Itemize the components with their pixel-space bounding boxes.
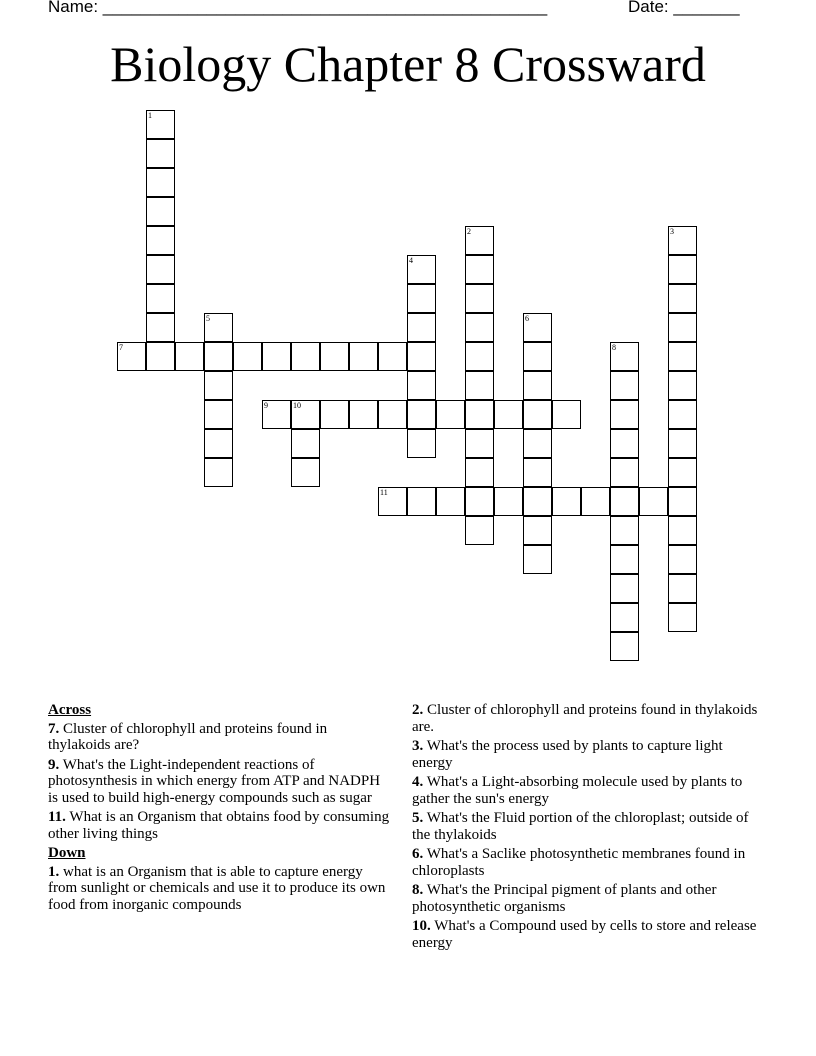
grid-cell[interactable]: [407, 429, 436, 458]
grid-cell[interactable]: [320, 400, 349, 429]
clue-number: 11: [380, 488, 388, 497]
clue-down-4: 4. What's a Light-absorbing molecule used by plants to gather the sun's energy: [412, 774, 743, 807]
grid-cell[interactable]: [291, 400, 320, 429]
grid-cell[interactable]: [494, 400, 523, 429]
grid-cell[interactable]: [175, 342, 204, 371]
grid-cell[interactable]: [668, 516, 697, 545]
grid-cell[interactable]: [233, 342, 262, 371]
grid-cell[interactable]: [349, 400, 378, 429]
grid-cell[interactable]: [465, 429, 494, 458]
grid-cell[interactable]: [552, 487, 581, 516]
grid-cell[interactable]: [639, 487, 668, 516]
grid-cell[interactable]: [668, 429, 697, 458]
grid-cell[interactable]: [204, 371, 233, 400]
grid-cell[interactable]: [146, 110, 175, 139]
grid-cell[interactable]: [668, 284, 697, 313]
grid-cell[interactable]: [465, 400, 494, 429]
grid-cell[interactable]: [146, 139, 175, 168]
grid-cell[interactable]: [668, 255, 697, 284]
date-field[interactable]: Date: _______: [628, 0, 740, 16]
grid-cell[interactable]: [610, 632, 639, 661]
puzzle-title: Biology Chapter 8 Crossward: [110, 36, 706, 92]
grid-cell[interactable]: [610, 342, 639, 371]
clue-across-7: 7. Cluster of chlorophyll and proteins found in thylakoids are?: [48, 720, 328, 753]
grid-cell[interactable]: [465, 516, 494, 545]
grid-cell[interactable]: [204, 313, 233, 342]
grid-cell[interactable]: [117, 342, 146, 371]
grid-cell[interactable]: [610, 603, 639, 632]
grid-cell[interactable]: [668, 574, 697, 603]
grid-cell[interactable]: [146, 342, 175, 371]
grid-cell[interactable]: [204, 400, 233, 429]
grid-cell[interactable]: [581, 487, 610, 516]
grid-cell[interactable]: [668, 545, 697, 574]
grid-cell[interactable]: [523, 545, 552, 574]
grid-cell[interactable]: [523, 429, 552, 458]
grid-cell[interactable]: [523, 516, 552, 545]
grid-cell[interactable]: [349, 342, 378, 371]
grid-cell[interactable]: [465, 313, 494, 342]
grid-cell[interactable]: [436, 487, 465, 516]
clue-number: 5: [206, 314, 210, 323]
grid-cell[interactable]: [378, 487, 407, 516]
grid-cell[interactable]: [668, 487, 697, 516]
clue-number: 4: [409, 256, 413, 265]
grid-cell[interactable]: [262, 342, 291, 371]
clue-number: 1: [148, 111, 152, 120]
clue-number: 10: [293, 401, 301, 410]
grid-cell[interactable]: [668, 371, 697, 400]
grid-cell[interactable]: [204, 429, 233, 458]
clue-number: 3: [670, 227, 674, 236]
grid-cell[interactable]: [378, 400, 407, 429]
clue-across-9: 9. What's the Light-independent reactions of photosynthesis in which energy from ATP and NADPH is used to build high-energy compounds such as sugar: [48, 756, 381, 806]
clue-down-8: 8. What's the Principal pigment of plants and other photosynthetic organisms: [412, 882, 717, 915]
clue-number: 8: [612, 343, 616, 352]
grid-cell[interactable]: [465, 342, 494, 371]
grid-cell[interactable]: [146, 284, 175, 313]
grid-cell[interactable]: [204, 458, 233, 487]
clue-down-10: 10. What's a Compound used by cells to store and release energy: [412, 918, 757, 951]
clue-number: 6: [525, 314, 529, 323]
clue-number: 7: [119, 343, 123, 352]
grid-cell[interactable]: [610, 516, 639, 545]
grid-cell[interactable]: [465, 458, 494, 487]
clue-number: 9: [264, 401, 268, 410]
grid-cell[interactable]: [610, 371, 639, 400]
grid-cell[interactable]: [291, 429, 320, 458]
grid-cell[interactable]: [465, 255, 494, 284]
grid-cell[interactable]: [668, 342, 697, 371]
grid-cell[interactable]: [523, 342, 552, 371]
clues-right-column: [412, 702, 762, 954]
grid-cell[interactable]: [407, 284, 436, 313]
grid-cell[interactable]: [291, 458, 320, 487]
grid-cell[interactable]: [407, 342, 436, 371]
grid-cell[interactable]: [378, 342, 407, 371]
grid-cell[interactable]: [146, 168, 175, 197]
clue-down-6: 6. What's a Saclike photosynthetic membranes found in chloroplasts: [412, 846, 746, 879]
grid-cell[interactable]: [407, 487, 436, 516]
grid-cell[interactable]: [668, 603, 697, 632]
name-field[interactable]: Name: _______________________________________________: [48, 0, 548, 16]
grid-cell[interactable]: [465, 487, 494, 516]
clue-down-2: 2. Cluster of chlorophyll and proteins found in thylakoids are.: [412, 702, 758, 735]
grid-cell[interactable]: [204, 342, 233, 371]
grid-cell[interactable]: [610, 545, 639, 574]
grid-cell[interactable]: [407, 255, 436, 284]
clue-down-1: 1. what is an Organism that is able to capture energy from sunlight or chemicals and use it to produce its own food from inorganic compounds: [48, 863, 386, 913]
grid-cell[interactable]: [552, 400, 581, 429]
grid-cell[interactable]: [668, 400, 697, 429]
grid-cell[interactable]: [146, 313, 175, 342]
grid-cell[interactable]: [610, 487, 639, 516]
grid-cell[interactable]: [146, 197, 175, 226]
grid-cell[interactable]: [668, 458, 697, 487]
grid-cell[interactable]: [610, 458, 639, 487]
grid-cell[interactable]: [610, 574, 639, 603]
grid-cell[interactable]: [610, 429, 639, 458]
grid-cell[interactable]: [610, 400, 639, 429]
grid-cell[interactable]: [465, 226, 494, 255]
grid-cell[interactable]: [407, 371, 436, 400]
grid-cell[interactable]: [668, 313, 697, 342]
clue-down-5: 5. What's the Fluid portion of the chloroplast; outside of the thylakoids: [412, 810, 749, 843]
grid-cell[interactable]: [523, 458, 552, 487]
grid-cell[interactable]: [146, 226, 175, 255]
grid-cell[interactable]: [407, 313, 436, 342]
grid-cell[interactable]: [523, 313, 552, 342]
grid-cell[interactable]: [523, 371, 552, 400]
grid-cell[interactable]: [436, 400, 465, 429]
grid-cell[interactable]: [465, 284, 494, 313]
grid-cell[interactable]: [523, 400, 552, 429]
grid-cell[interactable]: [262, 400, 291, 429]
grid-cell[interactable]: [494, 487, 523, 516]
clue-down-3: 3. What's the process used by plants to capture light energy: [412, 738, 723, 771]
grid-cell[interactable]: [146, 255, 175, 284]
clue-across-11: 11. What is an Organism that obtains food by consuming other living things: [48, 809, 390, 842]
clues-left-column: [48, 702, 393, 916]
grid-cell[interactable]: [291, 342, 320, 371]
grid-cell[interactable]: [320, 342, 349, 371]
across-heading: Across: [48, 702, 92, 718]
grid-cell[interactable]: [407, 400, 436, 429]
grid-cell[interactable]: [523, 487, 552, 516]
down-heading: Down: [48, 845, 86, 861]
grid-cell[interactable]: [465, 371, 494, 400]
clue-number: 2: [467, 227, 471, 236]
grid-cell[interactable]: [668, 226, 697, 255]
